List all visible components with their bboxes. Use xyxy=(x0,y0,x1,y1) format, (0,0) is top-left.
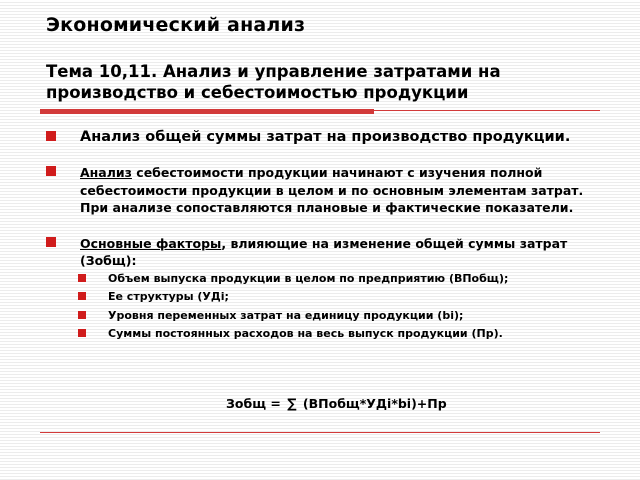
square-bullet-icon xyxy=(78,274,86,282)
bullet-lead-2: Анализ xyxy=(80,165,132,180)
factor-item xyxy=(78,272,611,286)
square-bullet-icon xyxy=(78,311,86,319)
formula-right: (ВПобщ*УДі*bі)+Пр xyxy=(298,396,447,411)
bullet-text-3: , влияющие на изменение общей суммы затрат (Зобщ): xyxy=(80,235,568,268)
bullet-text-1: Анализ общей суммы затрат на производство продукции. xyxy=(80,129,571,145)
bullet-item-1 xyxy=(46,128,611,146)
factor-text: Уровня переменных затрат на единицу продукции (bі); xyxy=(108,308,464,322)
bullet-item-2 xyxy=(46,164,611,217)
sigma-icon: ∑ xyxy=(287,397,297,412)
accent-bar xyxy=(40,109,374,114)
bottom-divider-line xyxy=(40,432,600,433)
square-bullet-icon xyxy=(46,237,56,247)
bullet-list xyxy=(46,128,611,346)
cost-formula xyxy=(226,396,447,412)
factor-item xyxy=(78,290,611,304)
factor-item xyxy=(78,309,611,323)
factor-text: Ее структуры (УДі; xyxy=(108,290,229,303)
formula-left: Зобщ = xyxy=(226,396,286,411)
factor-item xyxy=(78,327,611,341)
slide-subtitle: Тема 10,11. Анализ и управление затратами на производство и себестоимостью продукции xyxy=(46,62,501,102)
slide-title: Экономический анализ xyxy=(46,14,306,36)
factor-text: Суммы постоянных расходов на весь выпуск продукции (Пр). xyxy=(108,327,503,340)
square-bullet-icon xyxy=(46,166,56,176)
bullet-lead-3: Основные факторы xyxy=(80,235,222,251)
square-bullet-icon xyxy=(78,329,86,337)
square-bullet-icon xyxy=(46,131,56,141)
bullet-item-3 xyxy=(46,235,611,342)
bullet-text-2: себестоимости продукции начинают с изучения полной себестоимости продукции в целом и по основным элементам затрат. При анализе сопоставляются плановые и фактические показатели. xyxy=(80,165,584,215)
factor-list xyxy=(78,272,611,342)
square-bullet-icon xyxy=(78,292,86,300)
factor-text: Объем выпуска продукции в целом по предприятию (ВПобщ); xyxy=(108,271,509,285)
